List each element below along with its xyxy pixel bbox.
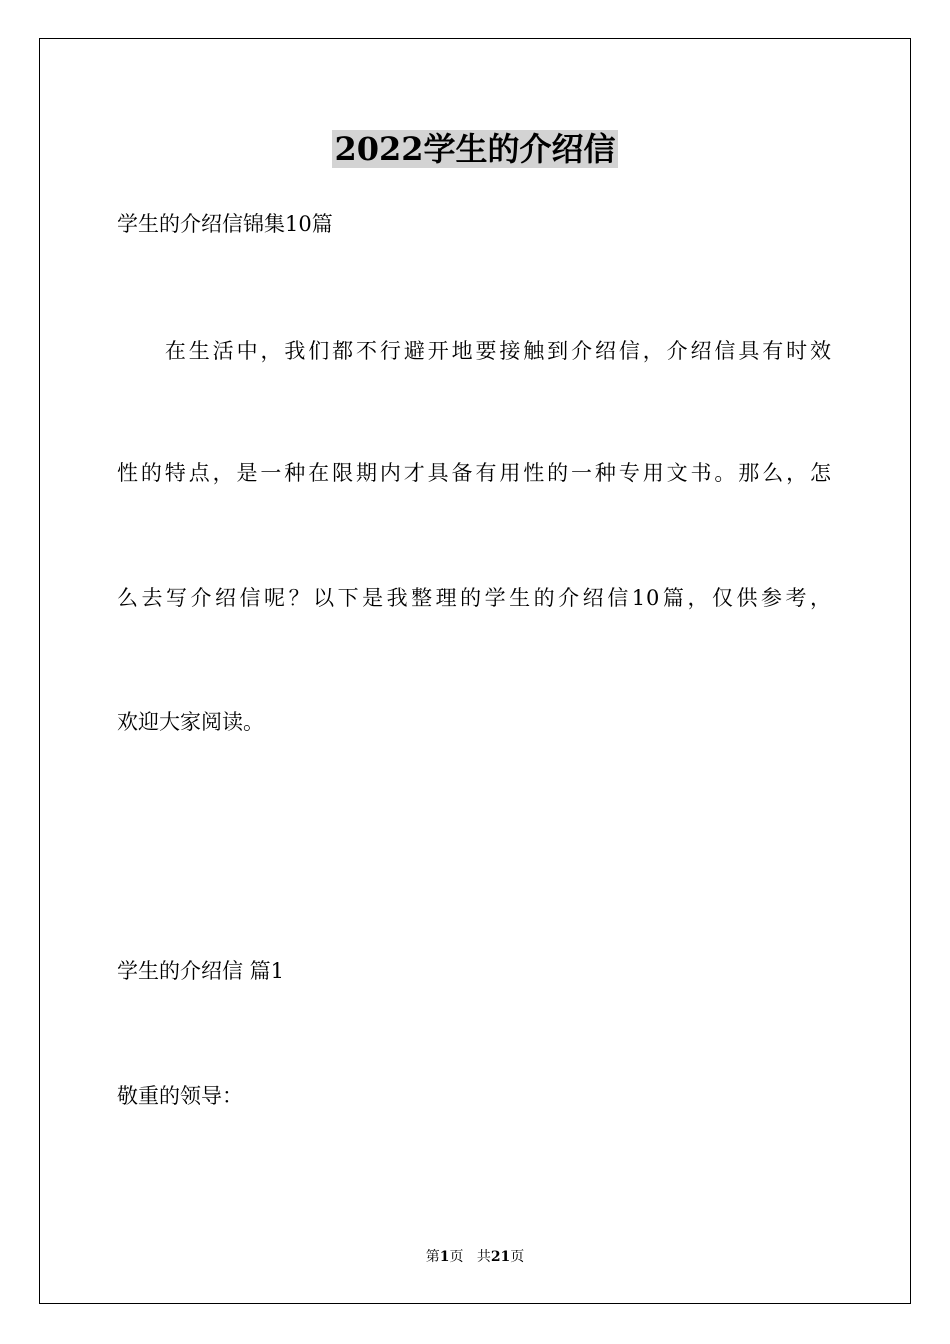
footer-prefix: 第 <box>425 1249 440 1265</box>
salutation: 敬重的领导： <box>117 1084 243 1108</box>
document-title-text: 2022学生的介绍信 <box>334 130 616 168</box>
footer-page-number: 1 <box>439 1249 450 1265</box>
footer-total-prefix: 共 <box>476 1249 491 1265</box>
intro-line-2: 性的特点，是一种在限期内才具备有用性的一种专用文书。那么，怎 <box>117 461 832 485</box>
intro-line-1-text: 在生活中，我们都不行避开地要接触到介绍信，介绍信具有时效 <box>163 339 832 363</box>
intro-line-3: 么去写介绍信呢？以下是我整理的学生的介绍信10篇，仅供参考， <box>117 586 832 610</box>
document-subtitle: 学生的介绍信锦集10篇 <box>117 212 333 236</box>
intro-line-1 <box>117 336 832 366</box>
footer-total-pages: 21 <box>490 1249 511 1265</box>
intro-line-4: 欢迎大家阅读。 <box>117 710 264 734</box>
footer-total-suffix: 页 <box>510 1249 525 1265</box>
page-footer <box>0 1248 950 1266</box>
document-title <box>0 128 950 170</box>
section-heading: 学生的介绍信 篇1 <box>117 959 285 983</box>
footer-page-suffix: 页 <box>449 1249 464 1265</box>
